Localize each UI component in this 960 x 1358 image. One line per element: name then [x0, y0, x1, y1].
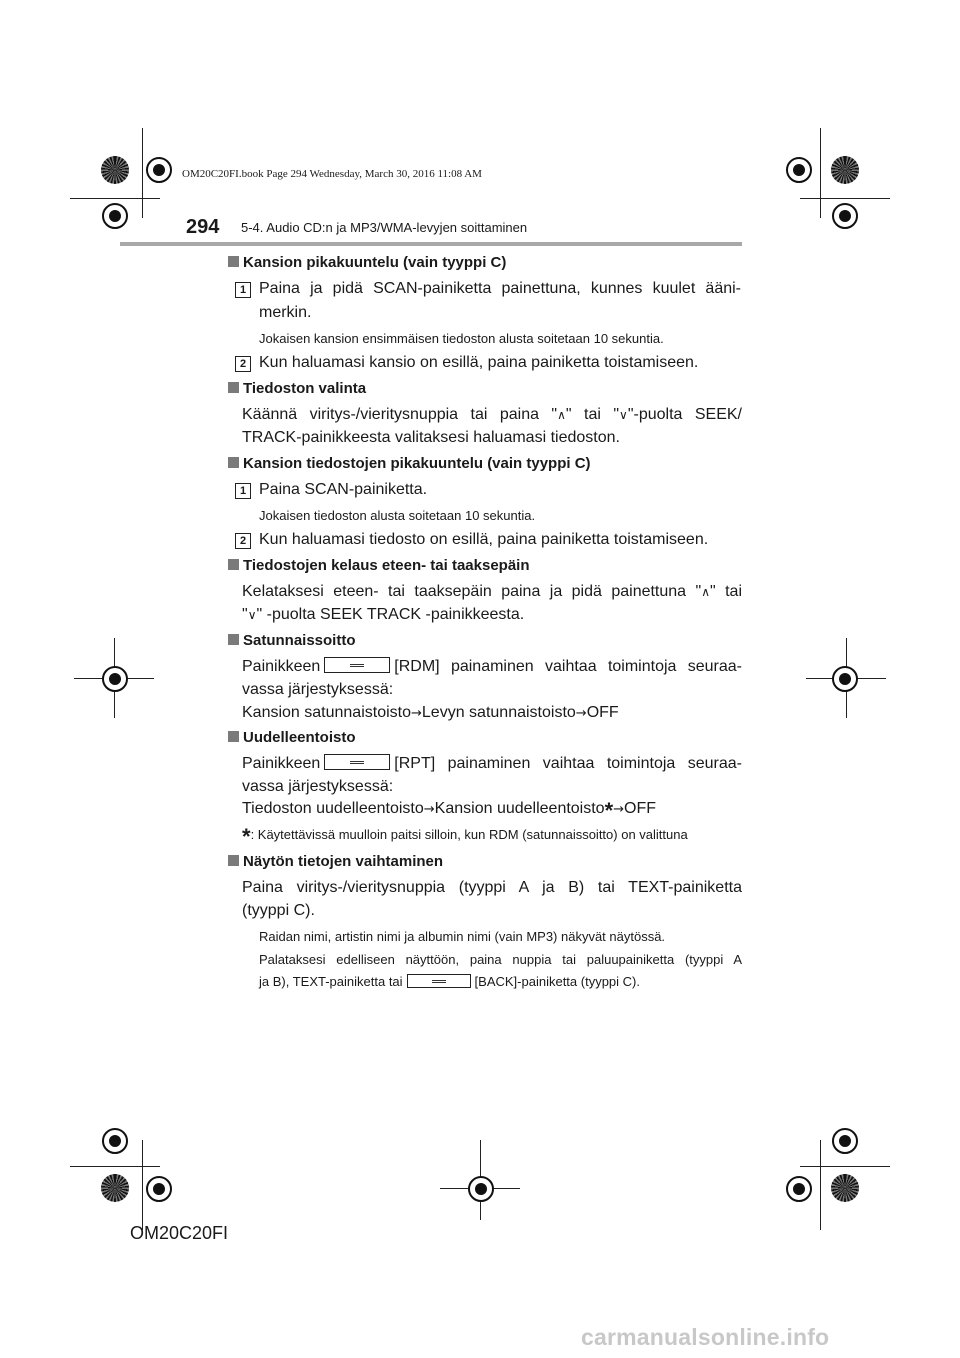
sequence-line: Tiedoston uudelleentoisto→Kansion uudelleentoisto*→OFF: [242, 798, 657, 823]
sequence-line: Kansion satunnaistoisto→Levyn satunnaistoisto→OFF: [242, 704, 619, 721]
rpt-button-icon: [324, 754, 390, 770]
bullet-square-icon: [228, 256, 239, 267]
paragraph-line: Kelataksesi eteen- tai taaksepäin paina ja pidä painettuna "∧" tai: [242, 583, 742, 600]
right-arrow-icon: →: [575, 706, 587, 721]
paragraph-line: vassa järjestyksessä:: [242, 681, 394, 698]
registration-rosette-icon: [831, 156, 859, 184]
heading-display: Näytön tietojen vaihtaminen: [228, 853, 443, 870]
note-line: Raidan nimi, artistin nimi ja albumin nimi (vain MP3) näkyvät näytössä.: [259, 929, 666, 944]
step-text: Kun haluamasi kansio on esillä, paina painiketta toistamiseen.: [259, 354, 699, 371]
paragraph-line: Paina viritys-/vieritysnuppia (tyyppi A ja B) tai TEXT-painiketta: [242, 879, 742, 896]
heading-fast-forward: Tiedostojen kelaus eteen- tai taaksepäin: [228, 557, 530, 574]
note-line: ja B), TEXT-painiketta tai [BACK]-painiketta (tyyppi C).: [259, 974, 640, 989]
step-number: 1: [235, 483, 251, 499]
down-arrow-icon: ∨: [619, 408, 628, 422]
step-note: Jokaisen tiedoston alusta soitetaan 10 sekuntia.: [259, 508, 536, 523]
right-arrow-icon: →: [423, 802, 435, 817]
registration-target-icon: [146, 1176, 172, 1202]
registration-target-icon: [146, 157, 172, 183]
step-number: 1: [235, 282, 251, 298]
bullet-square-icon: [228, 855, 239, 866]
up-arrow-icon: ∧: [701, 585, 710, 599]
step-number: 2: [235, 533, 251, 549]
registration-target-icon: [786, 1176, 812, 1202]
registration-rosette-icon: [101, 156, 129, 184]
heading-file-scan: Kansion tiedostojen pikakuuntelu (vain tyyppi C): [228, 455, 591, 472]
paragraph-line: Käännä viritys-/vieritysnuppia tai paina "∧" tai "∨"-puolta SEEK/: [242, 406, 742, 423]
step-number: 2: [235, 356, 251, 372]
rdm-button-icon: [324, 657, 390, 673]
footnote: *: Käytettävissä muulloin paitsi silloin, kun RDM (satunnaissoitto) on valittuna: [242, 824, 688, 849]
step-text: merkin.: [259, 304, 312, 321]
heading-folder-scan: Kansion pikakuuntelu (vain tyyppi C): [228, 254, 506, 271]
up-arrow-icon: ∧: [557, 408, 566, 422]
heading-random: Satunnaissoitto: [228, 632, 356, 649]
heading-file-select: Tiedoston valinta: [228, 380, 366, 397]
registration-target-icon: [832, 1128, 858, 1154]
step-text: Paina ja pidä SCAN-painiketta painettuna, kunnes kuulet ääni-: [259, 280, 741, 297]
back-button-icon: [407, 974, 471, 988]
right-arrow-icon: →: [613, 802, 625, 817]
footnote-star: *: [604, 798, 614, 823]
registration-rosette-icon: [101, 1174, 129, 1202]
watermark: carmanualsonline.info: [581, 1324, 830, 1350]
section-title: 5-4. Audio CD:n ja MP3/WMA-levyjen soittaminen: [241, 220, 528, 235]
page-number: 294: [186, 216, 220, 238]
bullet-square-icon: [228, 382, 239, 393]
heading-repeat: Uudelleentoisto: [228, 729, 356, 746]
registration-target-icon: [786, 157, 812, 183]
down-arrow-icon: ∨: [247, 608, 257, 622]
bullet-square-icon: [228, 559, 239, 570]
bullet-square-icon: [228, 457, 239, 468]
registration-target-icon: [832, 666, 858, 692]
registration-target-icon: [102, 203, 128, 229]
registration-target-icon: [468, 1176, 494, 1202]
bullet-square-icon: [228, 634, 239, 645]
right-arrow-icon: →: [411, 706, 422, 721]
print-info: OM20C20FI.book Page 294 Wednesday, March 30, 2016 11:08 AM: [180, 168, 522, 180]
registration-target-icon: [102, 666, 128, 692]
paragraph-line: TRACK-painikkeesta valitaksesi haluamasi tiedoston.: [242, 429, 620, 446]
paragraph-line: Painikkeen [RDM] painaminen vaihtaa toimintoja seuraa-: [242, 658, 742, 675]
header-rule: [120, 242, 742, 246]
note-line: Palataksesi edelliseen näyttöön, paina nuppia tai paluupainiketta (tyyppi A: [259, 952, 742, 967]
doc-code: OM20C20FI: [130, 1223, 229, 1243]
registration-target-icon: [102, 1128, 128, 1154]
paragraph-line: "∨" -puolta SEEK TRACK -painikkeesta.: [242, 606, 525, 623]
step-text: Paina SCAN-painiketta.: [259, 481, 428, 498]
registration-rosette-icon: [831, 1174, 859, 1202]
step-note: Jokaisen kansion ensimmäisen tiedoston alusta soitetaan 10 sekuntia.: [259, 331, 664, 346]
step-text: Kun haluamasi tiedosto on esillä, paina painiketta toistamiseen.: [259, 531, 709, 548]
paragraph-line: vassa järjestyksessä:: [242, 778, 394, 795]
registration-target-icon: [832, 203, 858, 229]
paragraph-line: (tyyppi C).: [242, 902, 315, 919]
bullet-square-icon: [228, 731, 239, 742]
paragraph-line: Painikkeen [RPT] painaminen vaihtaa toimintoja seuraa-: [242, 755, 742, 772]
